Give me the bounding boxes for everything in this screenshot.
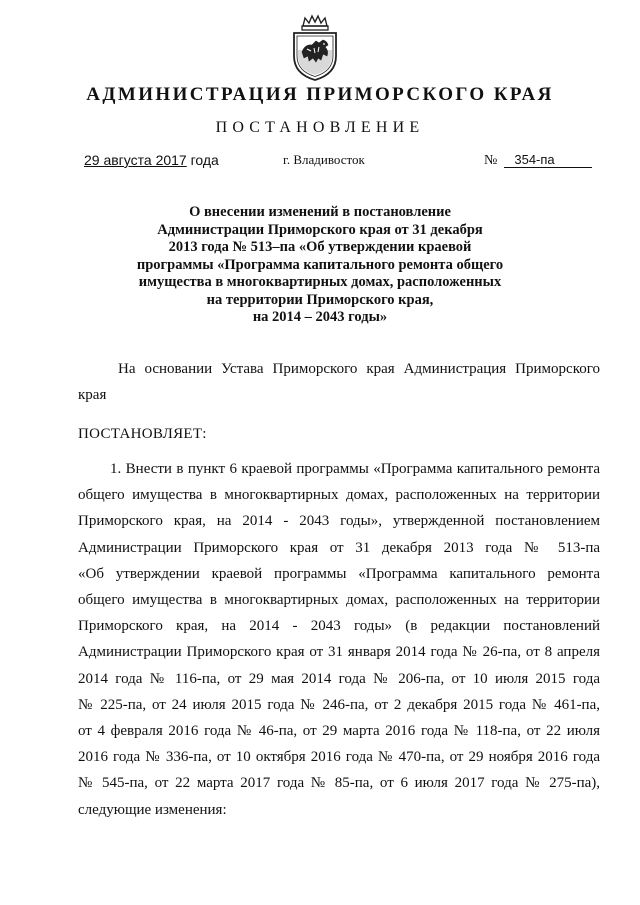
coat-of-arms-icon: [285, 14, 345, 82]
paragraph-line: 1. Внести в пункт 6 краевой программы «Программа капитального ремонта: [110, 461, 600, 477]
document-number: [484, 152, 592, 174]
heading-line: 2013 года № 513–па «Об утверждении краевой: [168, 239, 472, 255]
paragraph-line: от 4 февраля 2016 года № 46-па, от 29 марта 2016 года № 118-па, от 22 июля: [78, 723, 600, 740]
heading-line: О внесении изменений в постановление: [189, 204, 451, 220]
document-date-value: 29 августа 2017: [84, 152, 187, 168]
paragraph-line: Приморского края, на 2014 - 2043 годы» (в редакции постановлений: [78, 618, 600, 635]
paragraph-line: Администрации Приморского края от 31 декабря 2013 года № 513-па: [78, 539, 600, 556]
paragraph-line: 2014 года № 116-па, от 29 мая 2014 года № 206-па, от 10 июля 2015 года: [78, 670, 600, 687]
heading-line: имущества в многоквартирных домах, расположенных: [138, 274, 502, 290]
decree-word: ПОСТАНОВЛЯЕТ:: [78, 426, 207, 442]
paragraph-line: «Об утверждении краевой программы «Программа капитального ремонта: [78, 565, 600, 582]
heading-line: программы «Программа капитального ремонта общего: [136, 256, 504, 273]
document-city: г. Владивосток: [283, 152, 365, 167]
paragraph-line: На основании Устава Приморского края Администрация Приморского: [118, 361, 600, 377]
organization-title: АДМИНИСТРАЦИЯ ПРИМОРСКОГО КРАЯ: [86, 84, 554, 105]
document-type: ПОСТАНОВЛЕНИЕ: [215, 119, 425, 136]
basis-paragraph: [78, 356, 600, 408]
paragraph-line: № 225-па, от 24 июля 2015 года № 246-па, от 2 декабря 2015 года № 461-па,: [78, 696, 600, 713]
heading-line: на 2014 – 2043 годы»: [252, 309, 388, 325]
item-1-paragraph: [78, 456, 600, 823]
paragraph-line: общего имущества в многоквартирных домах, расположенных на территории: [78, 592, 600, 609]
document-heading: [120, 204, 520, 327]
paragraph-line: 2016 года № 336-па, от 10 октября 2016 года № 470-па, от 29 ноября 2016 года: [78, 749, 600, 766]
document-number-label: №: [484, 153, 498, 168]
heading-line: на территории Приморского края,: [206, 291, 434, 308]
paragraph-line: общего имущества в многоквартирных домах, расположенных на территории: [78, 487, 600, 504]
document-date-suffix: года: [186, 152, 219, 168]
heading-line: Администрации Приморского края от 31 декабря: [157, 221, 483, 238]
document-date: [84, 152, 219, 174]
paragraph-line: следующие изменения:: [78, 801, 227, 818]
paragraph-line: № 545-па, от 22 марта 2017 года № 85-па, от 6 июля 2017 года № 275-па),: [78, 775, 600, 792]
paragraph-line: Администрации Приморского края от 31 января 2014 года № 26-па, от 8 апреля: [78, 644, 600, 661]
paragraph-line: края: [78, 387, 107, 404]
document-number-value: 354-па: [504, 152, 592, 168]
paragraph-line: Приморского края, на 2014 - 2043 годы», утвержденной постановлением: [78, 513, 600, 530]
